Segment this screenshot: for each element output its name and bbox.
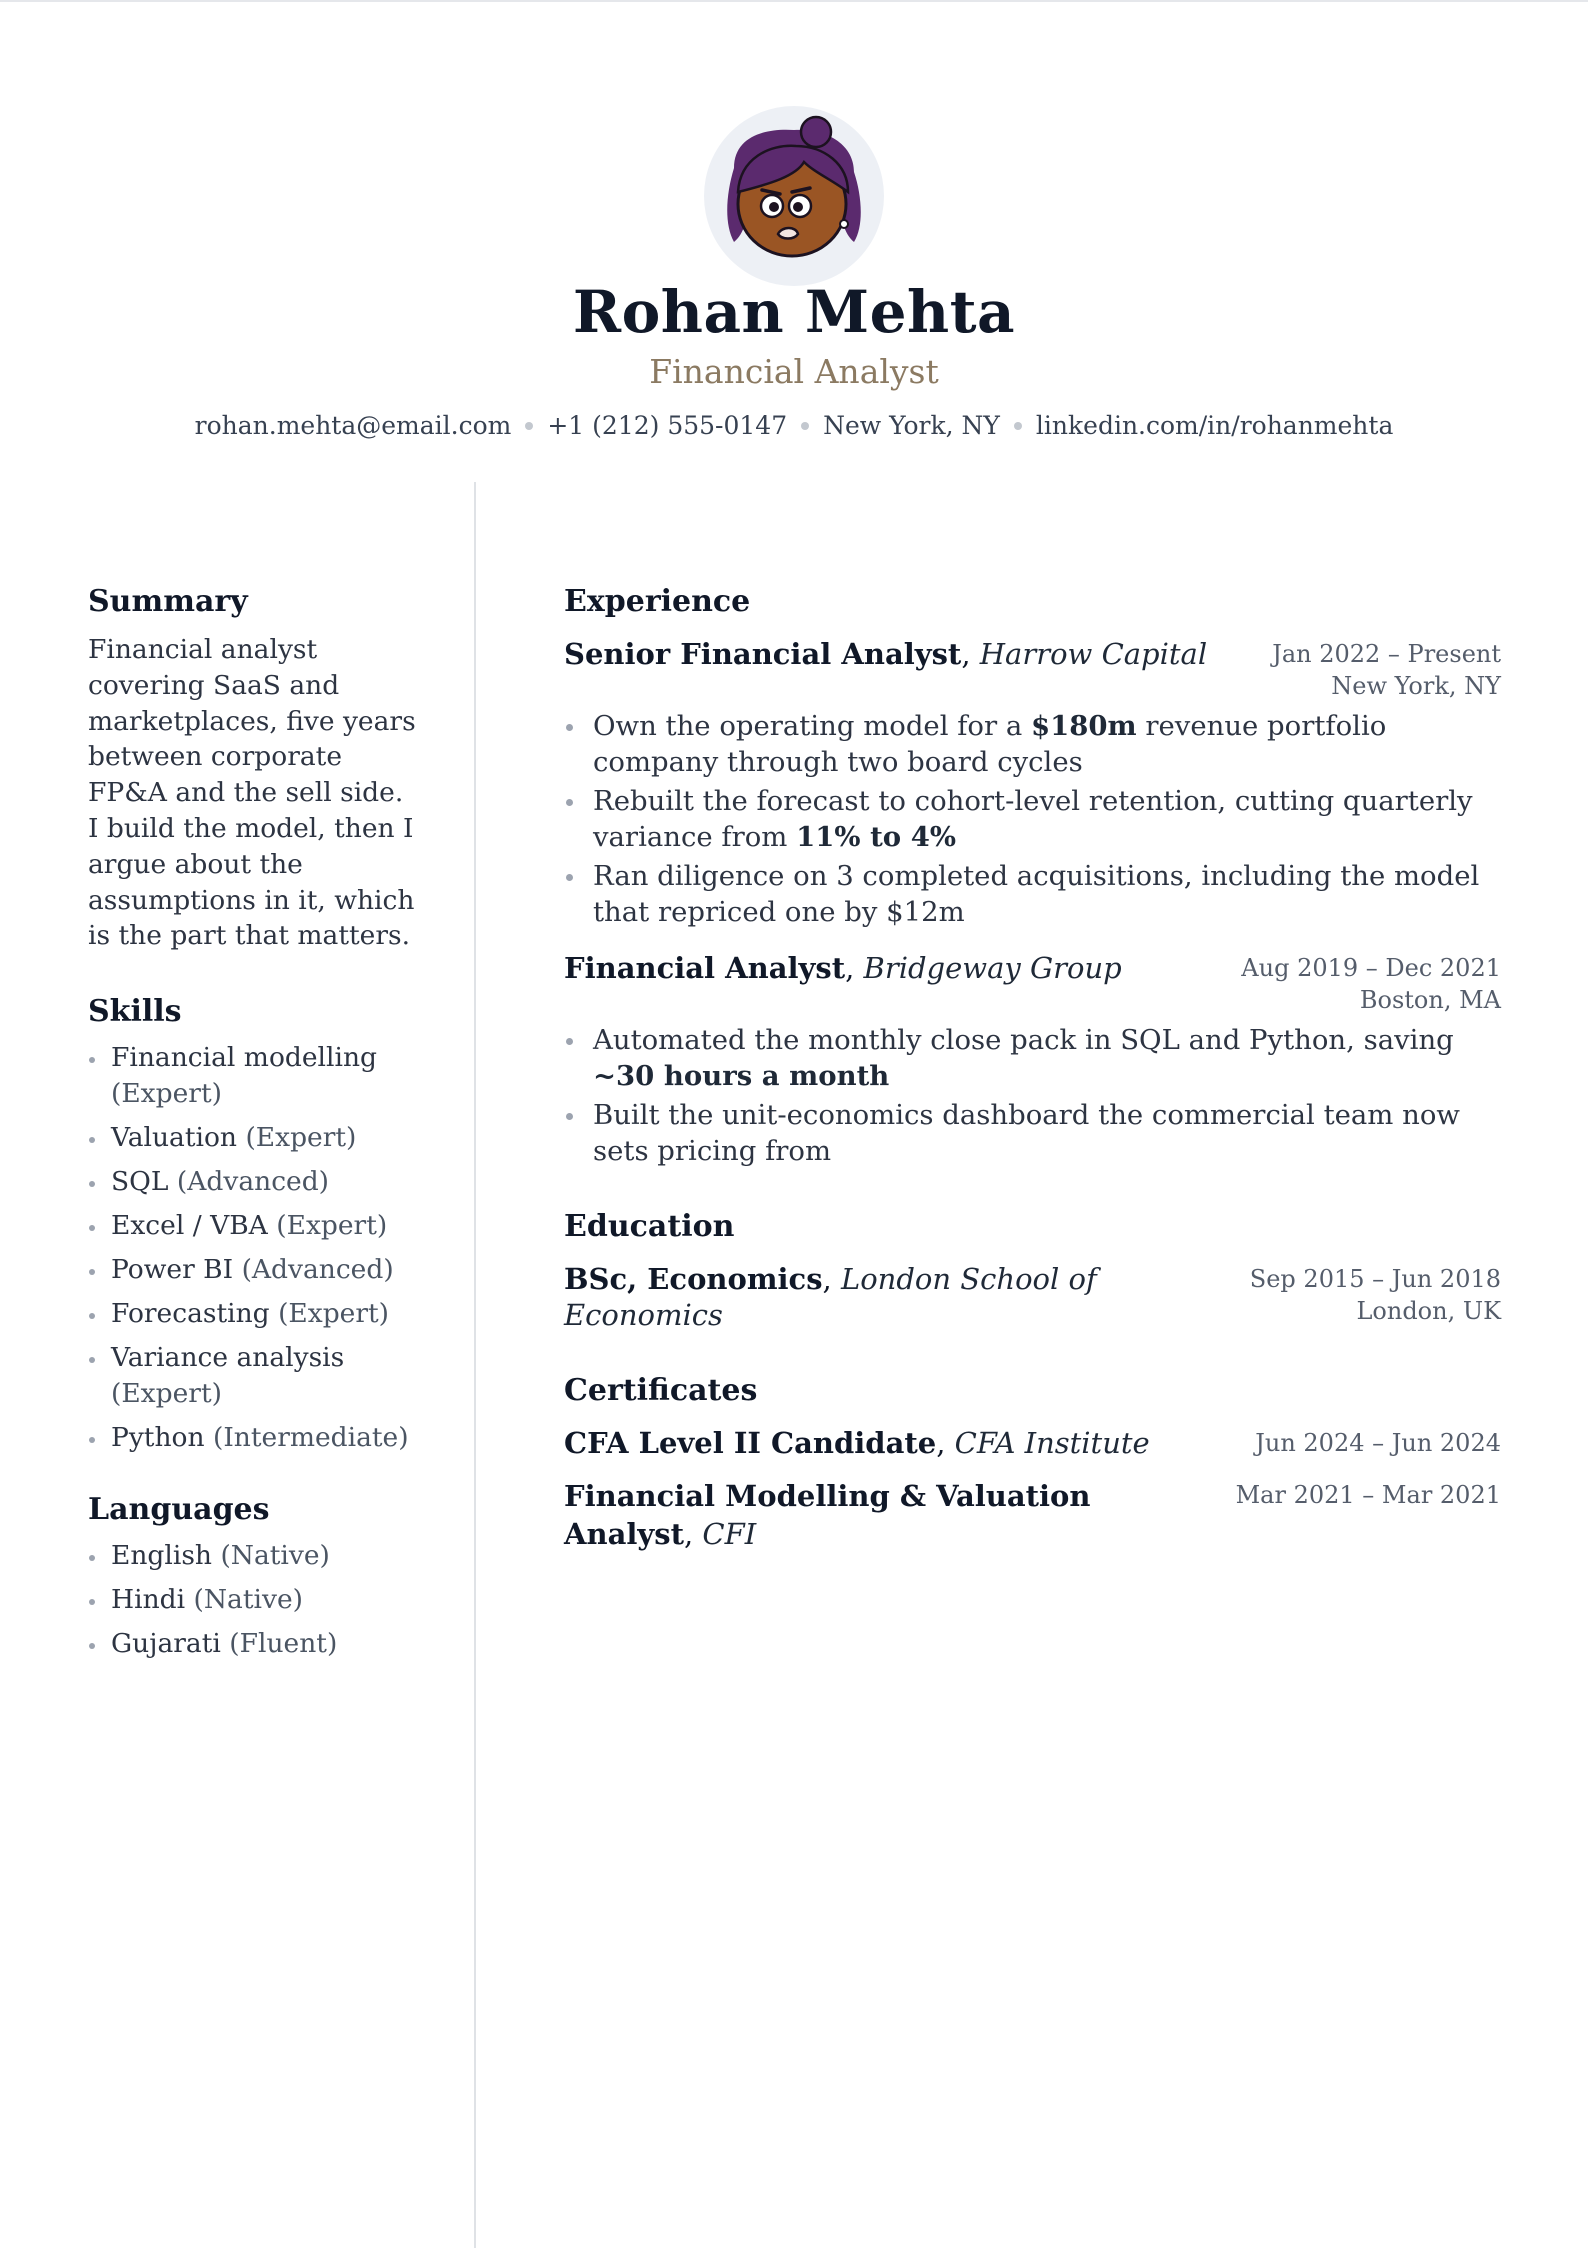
skill-name: Variance analysis	[111, 1342, 345, 1374]
skill-level: (Intermediate)	[212, 1422, 409, 1454]
job-title: Financial Analyst	[649, 352, 939, 391]
achievement-item	[564, 858, 1501, 930]
bullet-icon	[566, 724, 573, 731]
job-role: Senior Financial Analyst	[564, 637, 962, 671]
contact-line	[0, 410, 1588, 442]
experience-entry	[564, 636, 1501, 930]
certificates-heading: Certificates	[564, 1373, 758, 1408]
language-item	[88, 1582, 418, 1618]
skill-level: (Expert)	[276, 1210, 388, 1242]
education-entry	[564, 1261, 1501, 1333]
language-name: Hindi	[111, 1584, 186, 1616]
bullet-icon	[89, 1181, 95, 1187]
certificate-issuer: CFI	[702, 1517, 757, 1551]
skill-level: (Expert)	[111, 1078, 222, 1110]
company-name: Bridgeway Group	[863, 951, 1122, 985]
language-level: (Fluent)	[229, 1628, 338, 1660]
skill-item	[88, 1420, 418, 1456]
entry-title: Financial Analyst, Bridgeway Group	[564, 951, 1122, 985]
separator-dot-icon	[1014, 422, 1022, 430]
bullet-icon	[89, 1643, 95, 1649]
language-name: English	[111, 1540, 212, 1572]
entry-dates: Mar 2021 – Mar 2021	[1235, 1481, 1501, 1509]
bullet-icon	[566, 1113, 573, 1120]
skill-item	[88, 1164, 418, 1200]
achievement-text: Rebuilt the forecast to cohort-level retention, cutting quarterly variance from	[593, 785, 1473, 853]
contact-phone[interactable]: +1 (212) 555-0147	[547, 411, 788, 440]
contact-location: New York, NY	[823, 411, 1000, 440]
column-divider	[474, 482, 476, 2248]
certificate-entry	[564, 1477, 1501, 1553]
skill-name: Valuation	[111, 1122, 237, 1154]
achievement-highlight: $180m	[1031, 710, 1137, 742]
skill-item	[88, 1340, 418, 1412]
entry-meta	[1272, 636, 1501, 702]
bullet-icon	[89, 1555, 95, 1561]
skill-level: (Expert)	[111, 1378, 222, 1410]
bullet-icon	[89, 1313, 95, 1319]
contact-email[interactable]: rohan.mehta@email.com	[194, 411, 512, 440]
achievement-item	[564, 708, 1501, 780]
certificate-issuer: CFA Institute	[954, 1426, 1150, 1460]
skill-name: Power BI	[111, 1254, 234, 1286]
achievement-item	[564, 783, 1501, 855]
right-column	[564, 582, 1501, 1553]
certificate-entry	[564, 1425, 1501, 1461]
education-heading: Education	[564, 1209, 735, 1244]
separator-dot-icon	[525, 422, 533, 430]
achievement-highlight: ~30 hours a month	[593, 1060, 890, 1092]
achievement-list	[564, 708, 1501, 930]
entry-dates: Jan 2022 – Present	[1272, 640, 1501, 668]
entry-title: Financial Modelling & Valuation Analyst, CFI	[564, 1479, 1091, 1551]
language-item	[88, 1538, 418, 1574]
bullet-icon	[89, 1357, 95, 1363]
top-rule	[0, 0, 1588, 2]
language-level: (Native)	[220, 1540, 330, 1572]
entry-meta	[1236, 1477, 1501, 1511]
achievement-item	[564, 1097, 1501, 1169]
skill-name: Excel / VBA	[111, 1210, 268, 1242]
languages-list	[88, 1538, 418, 1662]
language-level: (Native)	[193, 1584, 303, 1616]
entry-dates: Aug 2019 – Dec 2021	[1241, 954, 1501, 982]
entry-location: London, UK	[1356, 1297, 1501, 1325]
achievement-text: Automated the monthly close pack in SQL and Python, saving	[593, 1024, 1454, 1056]
skill-item	[88, 1296, 418, 1332]
school-name: London School of Economics	[564, 1262, 1097, 1332]
entry-meta	[1255, 1425, 1501, 1459]
skill-level: (Expert)	[245, 1122, 357, 1154]
avatar	[704, 106, 884, 286]
skill-name: Financial modelling	[111, 1042, 377, 1074]
degree-name: BSc, Economics	[564, 1262, 823, 1296]
contact-linkedin[interactable]: linkedin.com/in/rohanmehta	[1035, 411, 1394, 440]
skill-name: SQL	[111, 1166, 169, 1198]
skill-item	[88, 1040, 418, 1112]
skill-level: (Expert)	[278, 1298, 390, 1330]
certificate-name: CFA Level II Candidate	[564, 1426, 937, 1460]
achievement-text: Ran diligence on 3 completed acquisitions, including the model that repriced one by $12m	[593, 860, 1480, 928]
achievement-item	[564, 1022, 1501, 1094]
entry-meta	[1250, 1261, 1501, 1327]
entry-location: Boston, MA	[1359, 986, 1501, 1014]
bullet-icon	[89, 1437, 95, 1443]
bullet-icon	[566, 874, 573, 881]
skill-item	[88, 1252, 418, 1288]
left-column	[88, 582, 418, 1670]
achievement-text: Own the operating model for a	[593, 710, 1031, 742]
bullet-icon	[89, 1137, 95, 1143]
avatar-illustration-icon	[704, 106, 884, 286]
job-role: Financial Analyst	[564, 951, 846, 985]
separator-dot-icon	[801, 422, 809, 430]
skill-level: (Advanced)	[241, 1254, 394, 1286]
skill-item	[88, 1120, 418, 1156]
company-name: Harrow Capital	[979, 637, 1208, 671]
achievement-text: revenue portfolio company through two board cycles	[593, 710, 1387, 778]
bullet-icon	[89, 1269, 95, 1275]
entry-title: Senior Financial Analyst, Harrow Capital	[564, 637, 1208, 671]
skill-level: (Advanced)	[176, 1166, 330, 1198]
achievement-list	[564, 1022, 1501, 1169]
language-name: Gujarati	[111, 1628, 221, 1660]
skill-name: Forecasting	[111, 1298, 270, 1330]
entry-dates: Jun 2024 – Jun 2024	[1255, 1429, 1501, 1457]
summary-text: Financial analyst covering SaaS and marketplaces, five years between corporate FP&A and the sell side. I build the model, then I argue about the assumptions in it, which is the part that matters.	[88, 634, 416, 952]
person-name: Rohan Mehta	[572, 278, 1016, 346]
summary-heading: Summary	[88, 584, 248, 619]
achievement-text: Built the unit-economics dashboard the commercial team now sets pricing from	[593, 1099, 1460, 1167]
bullet-icon	[89, 1225, 95, 1231]
bullet-icon	[566, 1038, 573, 1045]
skills-heading: Skills	[88, 994, 182, 1030]
experience-entry	[564, 950, 1501, 1169]
skills-list	[88, 1040, 418, 1456]
languages-heading: Languages	[88, 1492, 270, 1528]
skill-name: Python	[111, 1422, 205, 1454]
entry-meta	[1241, 950, 1501, 1016]
entry-title: BSc, Economics, London School of Economics	[564, 1262, 1097, 1332]
bullet-icon	[89, 1599, 95, 1605]
bullet-icon	[89, 1057, 95, 1063]
achievement-highlight: 11% to 4%	[796, 821, 956, 853]
entry-dates: Sep 2015 – Jun 2018	[1249, 1265, 1501, 1293]
entry-title: CFA Level II Candidate, CFA Institute	[564, 1426, 1150, 1460]
experience-heading: Experience	[564, 584, 751, 619]
bullet-icon	[566, 799, 573, 806]
certificate-name: Financial Modelling & Valuation Analyst	[564, 1479, 1091, 1551]
skill-item	[88, 1208, 418, 1244]
entry-location: New York, NY	[1331, 672, 1501, 700]
language-item	[88, 1626, 418, 1662]
